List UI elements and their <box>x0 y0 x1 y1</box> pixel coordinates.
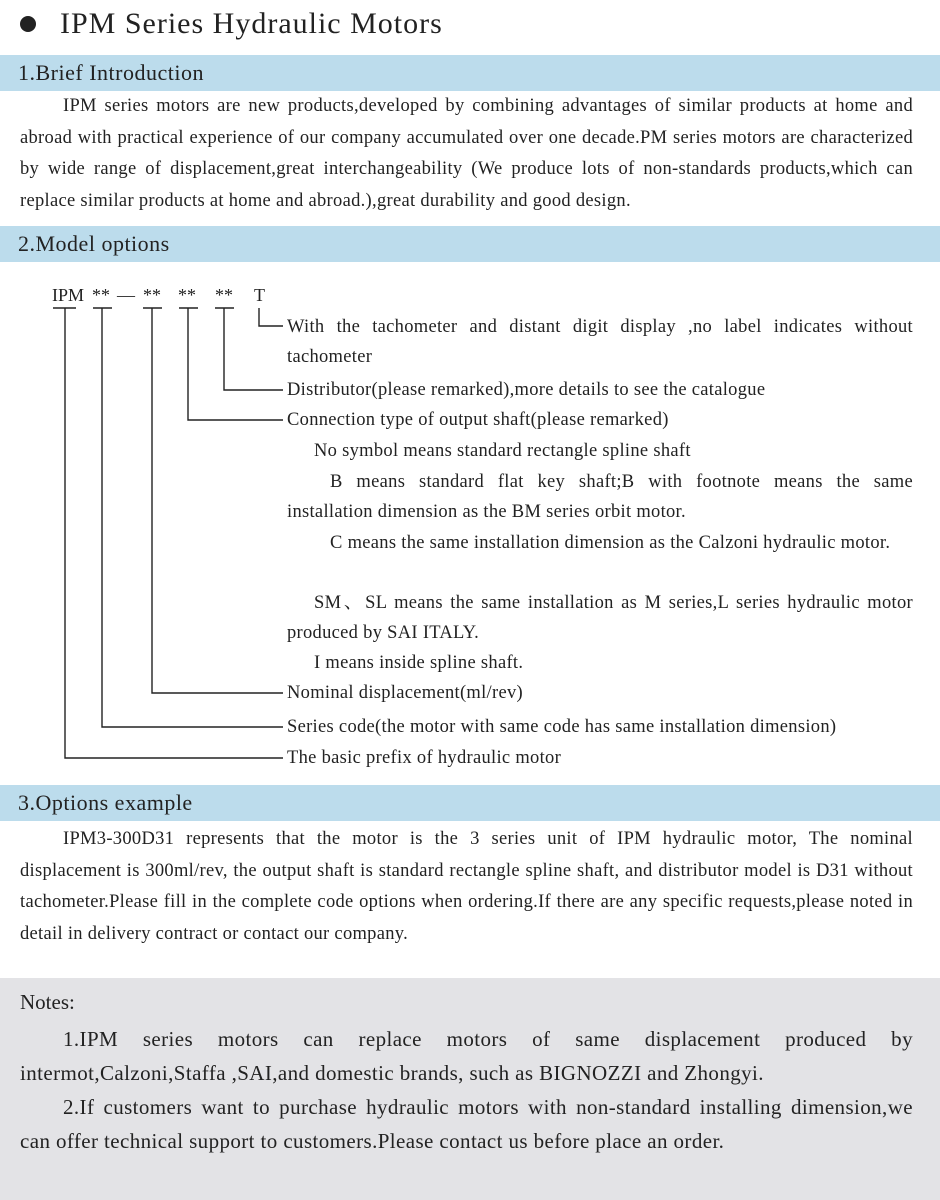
page-title-text: IPM Series Hydraulic Motors <box>60 7 443 40</box>
notes-item-text: 1.IPM series motors can replace motors of same displacement produced by intermot,Calzoni,Staffa ,SAI,and domestic brands, such as BIGNOZZI and Zhongyi. <box>20 1027 913 1085</box>
notes-heading: Notes: <box>20 990 75 1014</box>
section-heading-intro: 1.Brief Introduction <box>0 55 940 91</box>
option-i-shaft: I means inside spline shaft. <box>314 653 524 673</box>
leader-prefix <box>65 308 283 758</box>
code-token-tachometer: T <box>254 285 265 305</box>
option-connection: Connection type of output shaft(please remarked) <box>287 410 669 430</box>
leader-series <box>102 308 283 727</box>
notes-box <box>0 978 940 1200</box>
example-text: IPM3-300D31 represents that the motor is the 3 series unit of IPM hydraulic motor, The nominal displacement is 300ml/rev, the output shaft is standard rectangle spline shaft, and distributor model is D31 without tachometer.Please fill in the complete code options when ordering.If there are any specific requests,please noted in detail in delivery contract or contact our company. <box>20 829 913 944</box>
option-nominal-displacement: Nominal displacement(ml/rev) <box>287 683 523 703</box>
leader-shaft <box>188 308 283 420</box>
option-sm-sl-shaft: SM、SL means the same installation as M series,L series hydraulic motor produced by SAI ITALY. <box>287 593 913 643</box>
option-no-symbol: No symbol means standard rectangle spline shaft <box>314 441 691 461</box>
example-paragraph <box>20 824 913 950</box>
option-basic-prefix: The basic prefix of hydraulic motor <box>287 748 562 768</box>
bullet-icon <box>20 16 36 32</box>
model-code-diagram <box>0 280 300 770</box>
leader-tachometer <box>259 308 283 326</box>
option-tachometer: With the tachometer and distant digit display ,no label indicates without tachometer <box>287 317 913 367</box>
code-token-displacement: ** <box>143 285 161 305</box>
intro-paragraph <box>20 91 913 217</box>
code-token-prefix: IPM <box>52 285 85 305</box>
notes-item <box>20 1022 913 1090</box>
notes-item-text: 2.If customers want to purchase hydraulic motors with non-standard installing dimension,we can offer technical support to customers.Please contact us before place an order. <box>20 1095 913 1153</box>
code-token-shaft: ** <box>178 285 196 305</box>
page-title <box>20 4 443 44</box>
option-b-shaft: B means standard flat key shaft;B with footnote means the same installation dimension as the BM series orbit motor. <box>287 472 913 522</box>
code-token-dash: — <box>117 285 135 305</box>
code-token-series: ** <box>92 285 110 305</box>
intro-text: IPM series motors are new products,developed by combining advantages of similar products at home and abroad with practical experience of our company accumulated over one decade.PM series motors are characterized by wide range of displacement,great interchangeability (We produce lots of non-standards products,which can replace similar products at home and abroad.),great durability and good design. <box>20 96 913 211</box>
leader-distributor <box>224 308 283 390</box>
section-heading-example: 3.Options example <box>0 785 940 821</box>
option-c-shaft: C means the same installation dimension as the Calzoni hydraulic motor. <box>330 533 891 553</box>
section-heading-model: 2.Model options <box>0 226 940 262</box>
option-series-code: Series code(the motor with same code has same installation dimension) <box>287 717 837 737</box>
notes-item <box>20 1090 913 1158</box>
option-distributor: Distributor(please remarked),more details to see the catalogue <box>287 380 766 400</box>
leader-displacement <box>152 308 283 693</box>
code-token-distributor: ** <box>215 285 233 305</box>
